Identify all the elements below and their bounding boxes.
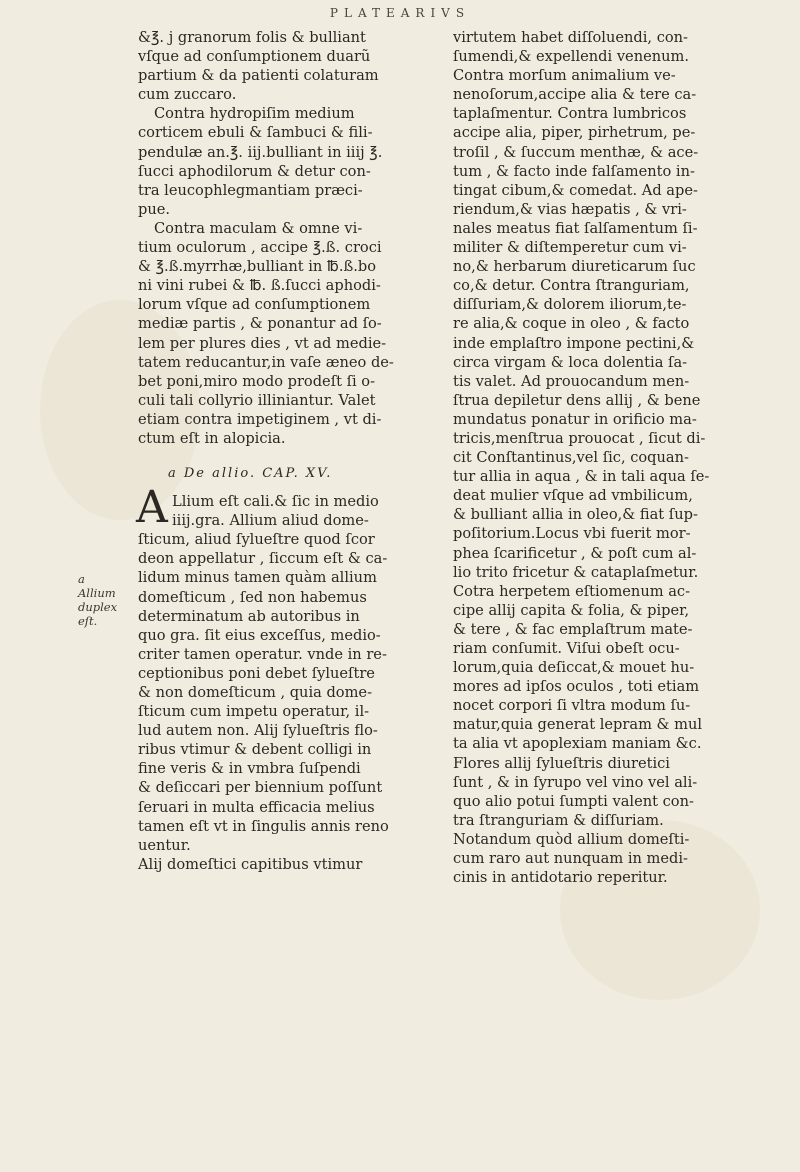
text-line: lio trito fricetur & cataplaſmetur. [453, 563, 699, 581]
text-line: Flores allij ſylueſtris diuretici [453, 754, 670, 772]
text-line: cinis in antidotario reperitur. [453, 869, 668, 887]
running-head: PLATEARIVS [329, 6, 471, 20]
text-line: & ℥.ß.myrrhæ,bulliant in ℔.ß.bo [138, 258, 377, 276]
text-line: tatem reducantur,in vaſe æneo de- [138, 353, 394, 371]
right-column-text [453, 28, 753, 887]
text-line: cum raro aut nunquam in medi- [453, 850, 688, 868]
text-line: ribus vtimur & debent colligi in [138, 741, 372, 759]
text-line: tricis,menſtrua prouocat , ſicut di- [453, 429, 706, 447]
text-line: & non domeſticum , quia dome- [138, 684, 372, 701]
text-line: ta alia vt apoplexiam maniam &c. [453, 735, 702, 753]
text-line: cit Conſtantinus,vel ſic, coquan- [453, 449, 689, 467]
text-line: culi tali collyrio illiniantur. Valet [138, 391, 376, 409]
text-line: no,& herbarum diureticarum ſuc [453, 258, 696, 276]
text-line: Llium eſt cali.& ſic in medio [172, 493, 379, 511]
text-line: re alia,& coque in oleo , & facto [453, 315, 690, 333]
text-line: lem per plures dies , vt ad medie- [138, 334, 387, 352]
text-line: tum , & facto inde falſamento in- [453, 162, 695, 180]
text-line: matur,quia generat lepram & mul [453, 716, 703, 734]
text-line: deon appellatur , ſiccum eſt & ca- [138, 550, 388, 568]
text-line: etiam contra impetiginem , vt di- [138, 410, 382, 428]
text-line: iiij.gra. Allium aliud dome- [172, 512, 369, 530]
text-line: ſeruari in multa efficacia melius [138, 798, 375, 816]
paragraph-granorum [138, 28, 438, 104]
text-line: ceptionibus poni debet ſylueſtre [138, 664, 375, 682]
text-line: pue. [138, 200, 171, 218]
text-line: mores ad ipſos oculos , toti etiam [453, 678, 700, 696]
text-line: ſumendi,& expellendi venenum. [453, 48, 690, 66]
text-line: nenoſorum,accipe alia & tere ca- [453, 86, 697, 104]
text-line: nales meatus fiat ſalſamentum ſi- [453, 219, 698, 237]
chapter-heading: a De allio. CAP. XV. [168, 466, 333, 482]
left-column [138, 28, 438, 874]
text-line: vſque ad conſumptionem duarũ [138, 48, 371, 66]
margin-note [78, 572, 136, 628]
text-line: ſunt , & in ſyrupo vel vino vel ali- [453, 773, 698, 791]
text-line: partium & da patienti colaturam [138, 67, 379, 85]
right-column [453, 28, 753, 887]
text-line: mundatus ponatur in orificio ma- [453, 410, 697, 428]
text-line: pendulæ an.℥. iij.bulliant in iiij ℥. [138, 143, 383, 161]
text-line: tingat cibum,& comedat. Ad ape- [453, 181, 698, 199]
text-line: Contra hydropiſim medium [154, 105, 355, 123]
margin-note-line: Allium [78, 586, 116, 600]
text-line: & deſiccari per biennium poſſunt [138, 779, 383, 797]
text-line: deat mulier vſque ad vmbilicum, [453, 487, 693, 505]
text-line: militer & diſtemperetur cum vi- [453, 239, 687, 257]
text-line: troſil , & ſuccum menthæ, & ace- [453, 143, 699, 161]
text-line: ctum eſt in alopicia. [138, 429, 286, 447]
text-line: lorum vſque ad conſumptionem [138, 296, 371, 314]
text-line: tamen eſt vt in ſingulis annis reno [138, 817, 389, 835]
text-line: poſitorium.Locus vbi fuerit mor- [453, 525, 691, 543]
text-line: domeſticum , ſed non habemus [138, 588, 367, 606]
chapter-body [138, 530, 438, 874]
margin-note-line: a [78, 572, 85, 586]
text-line: circa virgam & loca dolentia ſa- [453, 353, 688, 371]
text-line: cum zuccaro. [138, 86, 237, 104]
text-line: Notandum quòd allium domeſti- [453, 830, 690, 848]
text-line: lud autem non. Alij ſylueſtris flo- [138, 722, 378, 740]
text-line: ſucci aphodilorum & detur con- [138, 162, 371, 180]
text-line: tis valet. Ad prouocandum men- [453, 372, 690, 390]
text-line: determinatum ab autoribus in [138, 607, 360, 625]
text-line: diſſuriam,& dolorem iliorum,te- [453, 296, 687, 314]
text-line: Alij domeſtici capitibus vtimur [138, 855, 363, 873]
text-line: bet poni,miro modo prodeſt ſi o- [138, 372, 376, 390]
text-line: riendum,& vias hæpatis , & vri- [453, 200, 687, 218]
text-line: fine veris & in vmbra ſuſpendi [138, 760, 361, 778]
margin-note-line: duplex eſt. [78, 600, 118, 628]
text-line: &℥. j granorum folis & bulliant [138, 29, 366, 46]
paragraph-maculam [138, 219, 438, 448]
text-line: tra ſtranguriam & diſſuriam. [453, 811, 664, 829]
text-line: uentur. [138, 836, 191, 854]
text-line: quo gra. ſit eius exceſſus, medio- [138, 626, 381, 644]
text-line: virtutem habet diſſoluendi, con- [453, 29, 688, 46]
text-line: Cotra herpetem eſtiomenum ac- [453, 582, 691, 600]
text-line: Contra morſum animalium ve- [453, 67, 676, 85]
text-line: & tere , & fac emplaſtrum mate- [453, 620, 693, 638]
chapter-opening [136, 482, 438, 534]
text-line: & bulliant allia in oleo,& fiat ſup- [453, 506, 698, 524]
text-line: Contra maculam & omne vi- [154, 219, 363, 237]
text-line: tium oculorum , accipe ℥.ß. croci [138, 239, 382, 257]
text-line: lidum minus tamen quàm allium [138, 569, 377, 587]
text-line: mediæ partis , & ponantur ad ſo- [138, 315, 382, 333]
text-line: tur allia in aqua , & in tali aqua ſe- [453, 468, 710, 486]
text-line: taplaſmentur. Contra lumbricos [453, 105, 687, 123]
paragraph-hydropisim [138, 104, 438, 219]
text-line: co,& detur. Contra ſtranguriam, [453, 277, 690, 295]
text-line: nocet corpori ſi vltra modum ſu- [453, 697, 691, 715]
text-line: ſticum, aliud ſylueſtre quod ſcor [138, 531, 375, 549]
text-line: ni vini rubei & ℔. ß.ſucci aphodi- [138, 277, 381, 295]
text-line: corticem ebuli & ſambuci & fili- [138, 124, 373, 142]
text-line: ſticum cum impetu operatur, il- [138, 703, 370, 721]
text-line: inde emplaſtro impone pectini,& [453, 334, 695, 352]
drop-capital: A [136, 482, 168, 534]
text-line: accipe alia, piper, pirhetrum, pe- [453, 124, 696, 142]
text-line: cipe allij capita & folia, & piper, [453, 601, 690, 619]
text-line: quo alio potui ſumpti valent con- [453, 792, 694, 810]
text-line: phea ſcarificetur , & poſt cum al- [453, 544, 697, 562]
text-line: criter tamen operatur. vnde in re- [138, 645, 387, 663]
text-line: tra leucophlegmantiam præci- [138, 181, 363, 199]
text-line: riam conſumit. Viſui obeſt ocu- [453, 640, 680, 657]
text-line: ſtrua depiletur dens allij , & bene [453, 391, 701, 409]
text-line: lorum,quia deſiccat,& mouet hu- [453, 659, 695, 677]
